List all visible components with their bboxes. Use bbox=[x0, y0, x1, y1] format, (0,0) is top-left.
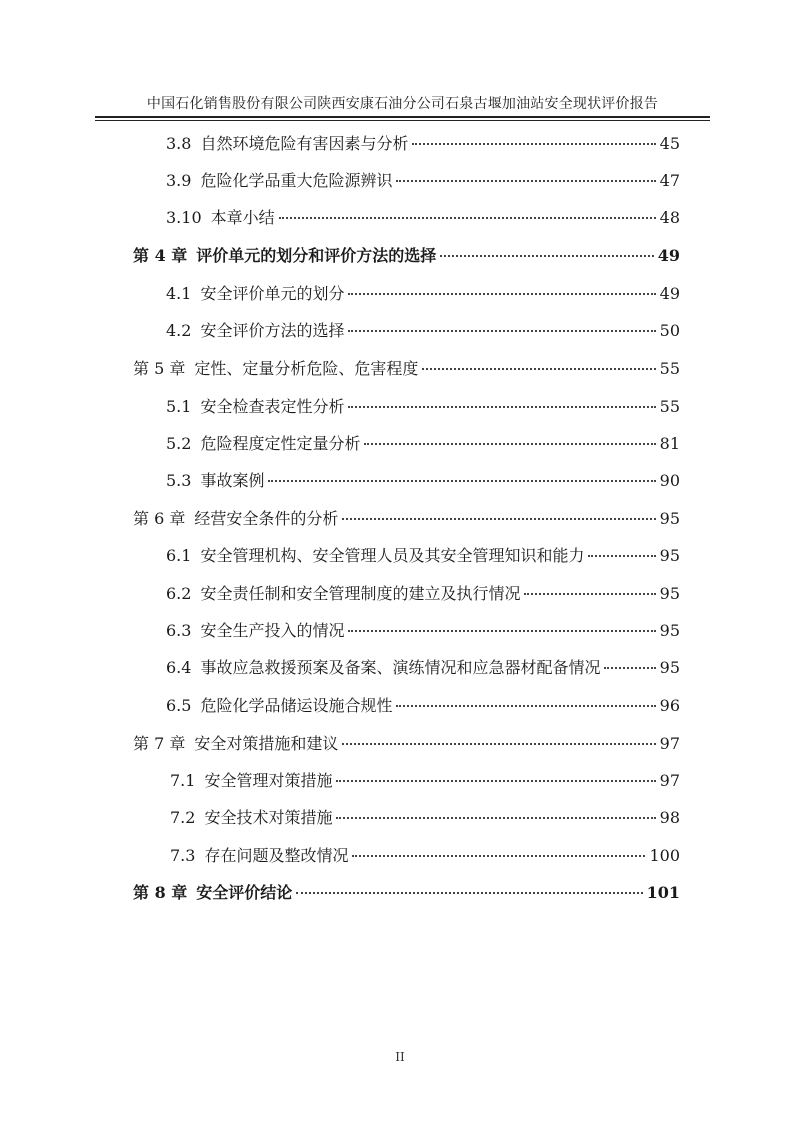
toc-page-number: 95 bbox=[659, 621, 680, 640]
toc-entry-6-5[interactable] bbox=[166, 695, 680, 717]
toc-entry-6-2[interactable] bbox=[166, 583, 680, 605]
toc-page-number: 95 bbox=[659, 658, 680, 677]
toc-page-number: 49 bbox=[659, 284, 680, 303]
toc-chapter-8[interactable] bbox=[133, 882, 680, 904]
toc-number: 第 5 章 bbox=[133, 359, 186, 378]
toc-title: 安全评价结论 bbox=[196, 883, 293, 902]
toc-title: 存在问题及整改情况 bbox=[204, 846, 349, 865]
toc-leader bbox=[422, 362, 655, 370]
toc-entry-3-8[interactable] bbox=[166, 133, 680, 155]
toc-title: 安全技术对策措施 bbox=[204, 808, 333, 827]
toc-page-number: 96 bbox=[659, 696, 680, 715]
toc-entry-4-2[interactable] bbox=[166, 320, 680, 342]
toc-number: 第 7 章 bbox=[133, 734, 186, 753]
toc-page-number: 55 bbox=[659, 359, 680, 378]
toc-page-number: 81 bbox=[659, 434, 680, 453]
toc-entry-7-1[interactable] bbox=[170, 770, 680, 792]
toc-leader bbox=[342, 737, 655, 745]
header-rule-thin bbox=[95, 120, 710, 121]
toc-number: 5.2 bbox=[166, 434, 192, 453]
toc-number: 第 4 章 bbox=[133, 246, 188, 265]
toc-title: 事故案例 bbox=[200, 471, 265, 490]
toc-title: 事故应急救援预案及备案、演练情况和应急器材配备情况 bbox=[200, 658, 601, 677]
toc-number: 4.1 bbox=[166, 284, 192, 303]
toc-entry-5-1[interactable] bbox=[166, 396, 680, 418]
toc-title: 安全管理机构、安全管理人员及其安全管理知识和能力 bbox=[200, 546, 585, 565]
header-rule-thick bbox=[95, 116, 710, 118]
toc-number: 6.2 bbox=[166, 584, 192, 603]
toc-title: 安全评价单元的划分 bbox=[200, 284, 345, 303]
toc-number: 5.3 bbox=[166, 471, 192, 490]
toc-leader bbox=[396, 699, 655, 707]
toc-leader bbox=[588, 549, 655, 557]
toc-chapter-7[interactable] bbox=[133, 733, 680, 755]
toc-title: 危险程度定性定量分析 bbox=[200, 434, 361, 453]
toc-leader bbox=[348, 287, 655, 295]
toc-number: 6.3 bbox=[166, 621, 192, 640]
toc-leader bbox=[364, 437, 655, 445]
toc-number: 7.3 bbox=[170, 846, 196, 865]
toc-title: 安全生产投入的情况 bbox=[200, 621, 345, 640]
toc-entry-7-2[interactable] bbox=[170, 807, 680, 829]
toc-number: 第 6 章 bbox=[133, 509, 186, 528]
toc-page-number: 97 bbox=[659, 734, 680, 753]
toc-number: 3.10 bbox=[166, 208, 202, 227]
toc-title: 定性、定量分析危险、危害程度 bbox=[194, 359, 419, 378]
toc-page-number: 95 bbox=[659, 584, 680, 603]
toc-entry-7-3[interactable] bbox=[170, 845, 680, 867]
toc-leader bbox=[268, 474, 655, 482]
toc-leader bbox=[348, 400, 655, 408]
toc-number: 6.1 bbox=[166, 546, 192, 565]
toc-number: 6.5 bbox=[166, 696, 192, 715]
toc-title: 危险化学品储运设施合规性 bbox=[200, 696, 393, 715]
toc-title: 评价单元的划分和评价方法的选择 bbox=[196, 246, 437, 265]
toc-title: 自然环境危险有害因素与分析 bbox=[200, 134, 409, 153]
toc-page-number: 95 bbox=[659, 546, 680, 565]
toc-page-number: 55 bbox=[659, 397, 680, 416]
page-number: II bbox=[395, 1050, 405, 1064]
toc-page-number: 101 bbox=[646, 883, 680, 902]
toc-page-number: 97 bbox=[659, 771, 680, 790]
toc-leader bbox=[412, 137, 655, 145]
toc-page-number: 48 bbox=[659, 208, 680, 227]
toc-entry-6-4[interactable] bbox=[166, 657, 680, 679]
toc-leader bbox=[440, 249, 653, 257]
toc-title: 经营安全条件的分析 bbox=[194, 509, 339, 528]
toc-entry-6-1[interactable] bbox=[166, 545, 680, 567]
toc-chapter-5[interactable] bbox=[133, 358, 680, 380]
toc-page-number: 49 bbox=[657, 246, 680, 265]
toc-number: 7.1 bbox=[170, 771, 196, 790]
toc-page-number: 98 bbox=[659, 808, 680, 827]
toc-entry-3-9[interactable] bbox=[166, 170, 680, 192]
toc-number: 3.9 bbox=[166, 171, 192, 190]
toc-entry-5-2[interactable] bbox=[166, 433, 680, 455]
toc-leader bbox=[524, 587, 655, 595]
toc-chapter-6[interactable] bbox=[133, 508, 680, 530]
toc-leader bbox=[396, 174, 655, 182]
toc-title: 安全管理对策措施 bbox=[204, 771, 333, 790]
toc-leader bbox=[296, 886, 642, 894]
toc-page-number: 47 bbox=[659, 171, 680, 190]
toc-page-number: 50 bbox=[659, 321, 680, 340]
toc-page-number: 45 bbox=[659, 134, 680, 153]
toc-page-number: 95 bbox=[659, 509, 680, 528]
toc-leader bbox=[336, 811, 655, 819]
toc-leader bbox=[348, 324, 655, 332]
toc-number: 7.2 bbox=[170, 808, 196, 827]
running-header: 中国石化销售股份有限公司陕西安康石油分公司石泉古堰加油站安全现状评价报告 bbox=[146, 96, 659, 112]
toc-leader bbox=[342, 512, 655, 520]
toc-title: 安全责任制和安全管理制度的建立及执行情况 bbox=[200, 584, 521, 603]
toc-entry-3-10[interactable] bbox=[166, 207, 680, 229]
toc-page-number: 100 bbox=[649, 846, 680, 865]
toc-leader bbox=[279, 211, 656, 219]
toc-leader bbox=[604, 661, 655, 669]
toc-page-number: 90 bbox=[659, 471, 680, 490]
toc-title: 危险化学品重大危险源辨识 bbox=[200, 171, 393, 190]
toc-entry-6-3[interactable] bbox=[166, 620, 680, 642]
toc-number: 3.8 bbox=[166, 134, 192, 153]
toc-title: 本章小结 bbox=[210, 208, 275, 227]
toc-title: 安全对策措施和建议 bbox=[194, 734, 339, 753]
toc-title: 安全检查表定性分析 bbox=[200, 397, 345, 416]
toc-number: 6.4 bbox=[166, 658, 192, 677]
toc-number: 5.1 bbox=[166, 397, 192, 416]
toc-leader bbox=[336, 774, 655, 782]
toc-title: 安全评价方法的选择 bbox=[200, 321, 345, 340]
toc-leader bbox=[352, 849, 645, 857]
toc-number: 4.2 bbox=[166, 321, 192, 340]
toc-entry-4-1[interactable] bbox=[166, 283, 680, 305]
toc-number: 第 8 章 bbox=[133, 883, 188, 902]
toc-chapter-4[interactable] bbox=[133, 245, 680, 267]
toc-entry-5-3[interactable] bbox=[166, 470, 680, 492]
toc-leader bbox=[348, 624, 655, 632]
